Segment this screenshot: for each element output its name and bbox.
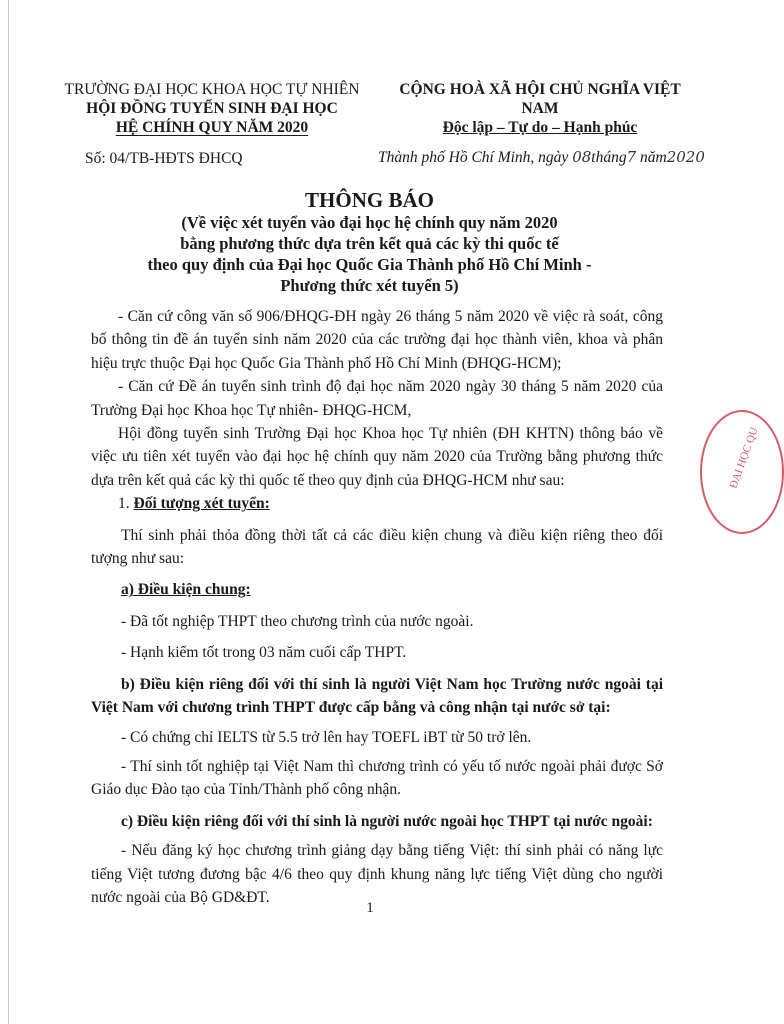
national-motto: Độc lập – Tự do – Hạnh phúc [442, 119, 638, 136]
vietnamese-condition-1: - Có chứng chỉ IELTS từ 5.5 trở lên hay TOEFL iBT từ 50 trở lên. [121, 728, 532, 746]
subtitle-line-3: theo quy định của Đại học Quốc Gia Thành phố Hồ Chí Minh - [147, 255, 592, 274]
section-1-number: 1. [118, 495, 130, 513]
date-prefix: Thành phố Hồ Chí Minh, ngày [378, 149, 569, 166]
document-title: THÔNG BÁO [305, 188, 434, 212]
page-number: 1 [366, 900, 374, 916]
eligibility-intro: Thí sinh phải thỏa đồng thời tất cả các điều kiện chung và điều kiện riêng theo đối tượng như sau: [91, 526, 663, 568]
section-1-heading [91, 492, 663, 515]
legal-basis-2: - Căn cứ Đề án tuyển sinh trình độ đại học năm 2020 ngày 30 tháng 5 năm 2020 của Trường Đại học Khoa học Tự nhiên- ĐHQG-HCM, [91, 378, 663, 419]
scan-edge-line [8, 0, 9, 1024]
date-year-label: năm [640, 149, 667, 166]
date-month-label: tháng [591, 149, 627, 166]
issuer-university: TRƯỜNG ĐẠI HỌC KHOA HỌC TỰ NHIÊN [64, 81, 360, 98]
date-line [378, 148, 705, 167]
vietnamese-condition-2: - Thí sinh tốt nghiệp tại Việt Nam thì chương trình có yếu tố nước ngoài phải được Sở Giáo dục Đào tạo của Tỉnh/Thành phố công nhận. [91, 757, 663, 799]
issuer-header [62, 80, 362, 137]
stamp-text: ĐẠI HỌC QU [727, 425, 761, 491]
legal-basis-1: - Căn cứ công văn số 906/ĐHQG-ĐH ngày 26 tháng 5 năm 2020 về việc rà soát, công bố thông tin đề án tuyển sinh năm 2020 của các trường đại học thành viên, khoa và phân hiệu trực thuộc Đại học Quốc Gia Thành phố Hồ Chí Minh (ĐHQG-HCM); [91, 308, 663, 372]
foreign-condition-1: - Nếu đăng ký học chương trình giảng dạy bằng tiếng Việt: thí sinh phải có năng lực tiếng Việt tương đương bậc 4/6 theo quy định khung năng lực tiếng Việt dùng cho người nước ngoài của Bộ GD&ĐT. [91, 842, 663, 906]
subtitle-line-2: bằng phương thức dựa trên kết quả các kỳ thi quốc tế [180, 234, 559, 253]
section-1-title: Đối tượng xét tuyển: [133, 495, 270, 513]
national-header [380, 80, 700, 137]
date-year: 2020 [666, 148, 705, 166]
date-month: 7 [626, 148, 637, 166]
document-number: Số: 04/TB-HĐTS ĐHCQ [85, 150, 243, 167]
announcement-intro: Hội đồng tuyển sinh Trường Đại học Khoa học Tự nhiên (ĐH KHTN) thông báo về việc ưu tiên xét tuyển vào đại học hệ chính quy năm 2020 của Trường bằng phương thức dựa trên kết quả các kỳ thi quốc tế theo quy định của ĐHQG-HCM như sau: [91, 425, 663, 489]
subtitle-line-1: (Về việc xét tuyển vào đại học hệ chính quy năm 2020 [181, 213, 558, 232]
foreign-student-conditions-heading: c) Điều kiện riêng đối với thí sinh là người nước ngoài học THPT tại nước ngoài: [121, 812, 653, 830]
subtitle-line-4: Phương thức xét tuyển 5) [280, 276, 459, 295]
issuer-council: HỘI ĐỒNG TUYỂN SINH ĐẠI HỌC [86, 100, 338, 117]
vietnamese-student-conditions-heading: b) Điều kiện riêng đối với thí sinh là người Việt Nam học Trường nước ngoài tại Việt Nam với chương trình THPT được cấp bằng và công nhận tại nước sở tại: [91, 675, 663, 717]
issuer-program: HỆ CHÍNH QUY NĂM 2020 [115, 119, 309, 136]
general-conditions-title: a) Điều kiện chung: [121, 581, 251, 599]
official-stamp [700, 410, 784, 534]
general-condition-2: - Hạnh kiểm tốt trong 03 năm cuối cấp THPT. [121, 644, 407, 662]
general-conditions-heading [91, 578, 663, 601]
date-day: 08 [572, 148, 592, 166]
title-block [60, 188, 679, 296]
national-title: CỘNG HOÀ XÃ HỘI CHỦ NGHĨA VIỆT NAM [399, 81, 681, 117]
document-body [91, 305, 663, 909]
general-condition-1: - Đã tốt nghiệp THPT theo chương trình của nước ngoài. [121, 612, 474, 630]
